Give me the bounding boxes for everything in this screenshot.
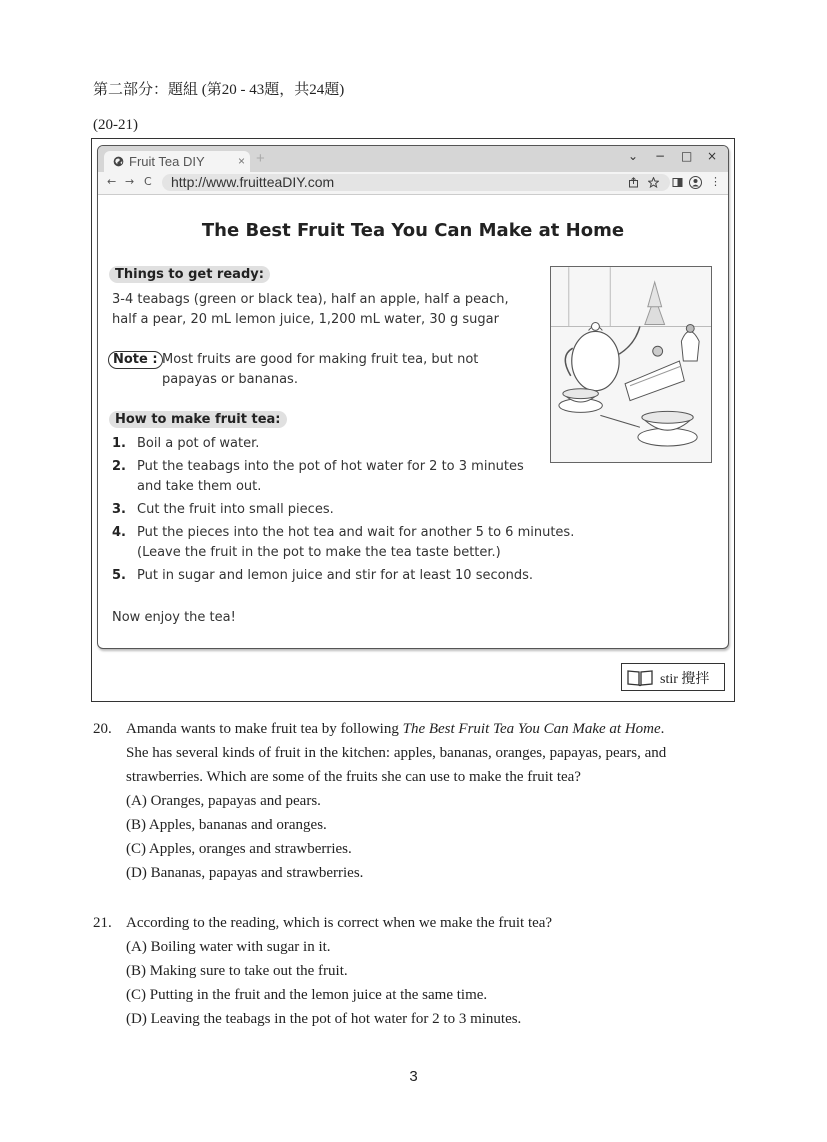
tea-illustration bbox=[550, 266, 712, 463]
step-text: Put the pieces into the hot tea and wait for another 5 to 6 minutes. bbox=[137, 525, 575, 540]
article-title: The Best Fruit Tea You Can Make at Home bbox=[201, 220, 625, 241]
ready-line: half a pear, 20 mL lemon juice, 1,200 mL water, 30 g sugar bbox=[112, 312, 499, 327]
url-field[interactable]: http://www.fruitteaDIY.com bbox=[162, 174, 670, 191]
ready-line: 3-4 teabags (green or black tea), half an apple, half a peach, bbox=[112, 292, 509, 307]
section-header: 第二部分：題組 (第20 - 43題，共24題) bbox=[93, 82, 345, 98]
maximize-icon[interactable]: □ bbox=[681, 149, 693, 163]
window-close-icon[interactable]: × bbox=[707, 149, 718, 163]
back-icon[interactable]: ← bbox=[107, 175, 117, 188]
question-line: strawberries. Which are some of the fruits she can use to make the fruit tea? bbox=[126, 769, 581, 785]
tab-title: Fruit Tea DIY bbox=[129, 154, 205, 169]
answer-option[interactable]: (A) Oranges, papayas and pears. bbox=[126, 793, 321, 809]
glossary-box bbox=[621, 663, 725, 691]
step-text: Cut the fruit into small pieces. bbox=[137, 502, 334, 517]
question-line: Amanda wants to make fruit tea by following The Best Fruit Tea You Can Make at Home. bbox=[126, 721, 665, 737]
question-number: 21. bbox=[93, 915, 112, 931]
howto-heading: How to make fruit tea: bbox=[109, 411, 287, 428]
note-label: Note : bbox=[108, 351, 163, 369]
tab-close-icon[interactable]: × bbox=[238, 154, 246, 168]
page-number: 3 bbox=[409, 1068, 418, 1085]
new-tab-icon[interactable]: + bbox=[256, 150, 265, 167]
share-icon[interactable] bbox=[628, 177, 639, 188]
side-panel-icon[interactable] bbox=[672, 177, 683, 188]
step-text: Put the teabags into the pot of hot water for 2 to 3 minutes bbox=[137, 459, 524, 474]
browser-window bbox=[97, 145, 729, 649]
question-line: She has several kinds of fruit in the kitchen: apples, bananas, oranges, papayas, pears, and bbox=[126, 745, 667, 761]
tab-strip bbox=[98, 146, 728, 172]
answer-option[interactable]: (B) Making sure to take out the fruit. bbox=[126, 963, 348, 979]
answer-option[interactable]: (C) Apples, oranges and strawberries. bbox=[126, 841, 352, 857]
note-line: Most fruits are good for making fruit tea, but not bbox=[162, 352, 479, 367]
profile-icon[interactable] bbox=[689, 176, 702, 189]
step-number: 3. bbox=[112, 502, 126, 517]
question-number: 20. bbox=[93, 721, 112, 737]
answer-option[interactable]: (C) Putting in the fruit and the lemon juice at the same time. bbox=[126, 987, 488, 1003]
step-text: and take them out. bbox=[137, 479, 262, 494]
glossary-text: stir 攪拌 bbox=[660, 672, 710, 687]
step-number: 5. bbox=[112, 568, 126, 583]
open-book-icon bbox=[627, 669, 653, 687]
answer-option[interactable]: (B) Apples, bananas and oranges. bbox=[126, 817, 327, 833]
minimize-icon[interactable]: − bbox=[655, 149, 666, 163]
answer-option[interactable]: (A) Boiling water with sugar in it. bbox=[126, 939, 331, 955]
step-number: 2. bbox=[112, 459, 126, 474]
question-line: According to the reading, which is correct when we make the fruit tea? bbox=[126, 915, 553, 931]
reload-icon[interactable]: C bbox=[144, 175, 152, 188]
more-menu-icon[interactable]: ⋮ bbox=[710, 175, 721, 188]
step-text: (Leave the fruit in the pot to make the tea taste better.) bbox=[137, 545, 501, 560]
step-text: Boil a pot of water. bbox=[137, 436, 260, 451]
question-21 bbox=[93, 911, 743, 1031]
step-number: 1. bbox=[112, 436, 126, 451]
closing-line: Now enjoy the tea! bbox=[112, 610, 236, 625]
globe-icon bbox=[113, 156, 124, 167]
browser-tab[interactable] bbox=[104, 151, 250, 173]
step-number: 4. bbox=[112, 525, 126, 540]
question-group-label: (20-21) bbox=[93, 117, 138, 133]
chevron-down-icon[interactable]: ⌄ bbox=[628, 149, 639, 163]
note-line: papayas or bananas. bbox=[162, 372, 298, 387]
star-icon[interactable] bbox=[648, 177, 659, 188]
answer-option[interactable]: (D) Leaving the teabags in the pot of hot water for 2 to 3 minutes. bbox=[126, 1011, 522, 1027]
forward-icon[interactable]: → bbox=[125, 175, 135, 188]
question-20 bbox=[93, 717, 743, 887]
answer-option[interactable]: (D) Bananas, papayas and strawberries. bbox=[126, 865, 364, 881]
address-bar bbox=[98, 172, 728, 195]
ready-heading: Things to get ready: bbox=[109, 266, 270, 283]
step-text: Put in sugar and lemon juice and stir for at least 10 seconds. bbox=[137, 568, 533, 583]
